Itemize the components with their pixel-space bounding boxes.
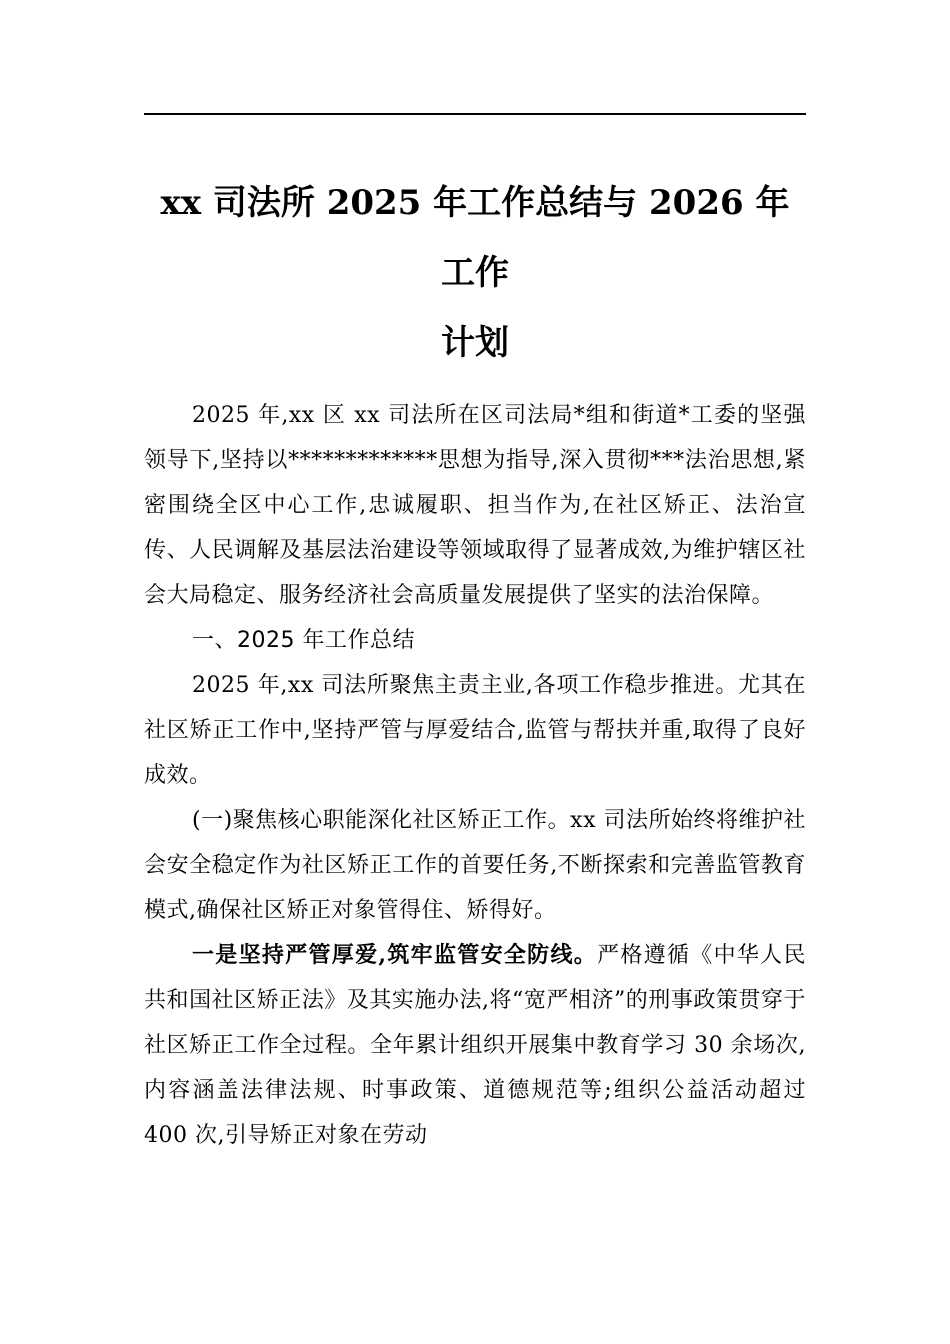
intro-paragraph: 2025 年,xx 区 xx 司法所在区司法局*组和街道*工委的坚强领导下,坚持以*************思想为指导,深入贯彻***法治思想,紧密围绕全区中心工作,忠诚履职、担当作为,在社区矫正、法治宣传、人民调解及基层法治建设等领域取得了显著成效,为维护辖区社会大局稳定、服务经济社会高质量发展提供了坚实的法治保障。 bbox=[144, 403, 806, 608]
subsection-community-correction: (一)聚焦核心职能深化社区矫正工作。xx 司法所始终将维护社会安全稳定作为社区矫正工作的首要任务,不断探索和完善监管教育模式,确保社区矫正对象管得住、矫得好。 bbox=[144, 808, 806, 923]
title-line-2: 计划 bbox=[441, 323, 509, 363]
point-one-paragraph bbox=[144, 933, 806, 1158]
title-line-1: xx 司法所 2025 年工作总结与 2026 年工作 bbox=[160, 183, 790, 293]
document-title bbox=[144, 168, 806, 378]
point-one-text: 严格遵循《中华人民共和国社区矫正法》及其实施办法,将“宽严相济”的刑事政策贯穿于社区矫正工作全过程。全年累计组织开展集中教育学习 30 余场次,内容涵盖法律法规、时事政策、道德规范等;组织公益活动超过 400 次,引导矫正对象在劳动 bbox=[144, 943, 806, 1148]
document-body bbox=[144, 393, 806, 1158]
section-heading-2025-summary: 一、2025 年工作总结 bbox=[192, 628, 415, 653]
point-one-lead: 一是坚持严管厚爱,筑牢监管安全防线。 bbox=[192, 942, 598, 968]
section-intro-paragraph: 2025 年,xx 司法所聚焦主责主业,各项工作稳步推进。尤其在社区矫正工作中,坚持严管与厚爱结合,监管与帮扶并重,取得了良好成效。 bbox=[144, 673, 806, 788]
header-rule bbox=[144, 113, 806, 115]
